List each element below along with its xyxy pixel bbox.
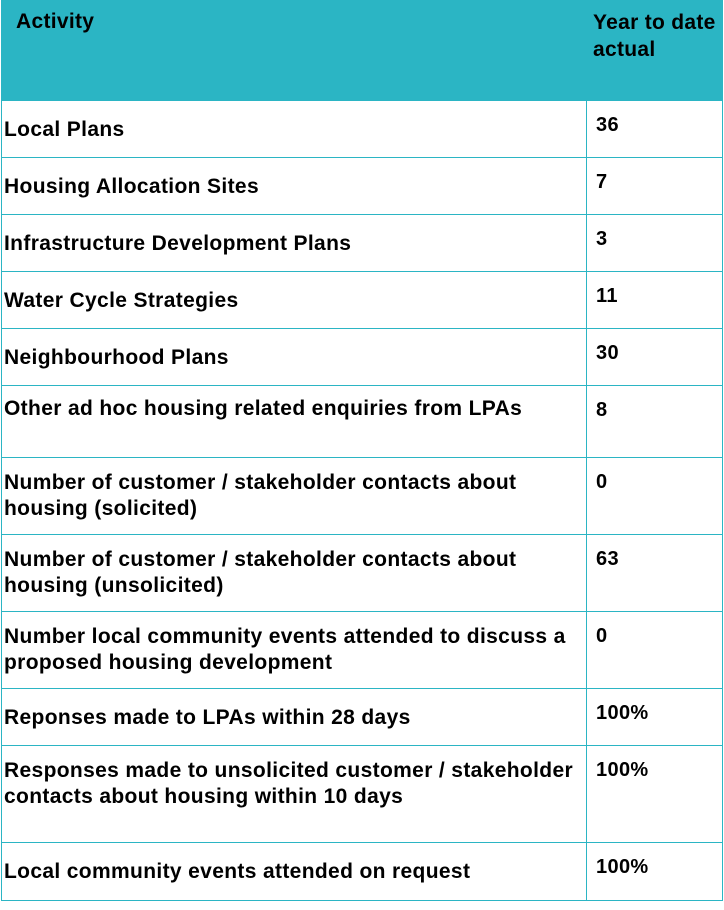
table-row xyxy=(2,272,723,329)
value-cell: 100% xyxy=(587,746,723,843)
value-cell: 8 xyxy=(587,386,723,458)
table-body xyxy=(2,101,723,901)
value-cell: 36 xyxy=(587,101,723,158)
value-cell: 0 xyxy=(587,458,723,535)
activity-cell: Water Cycle Strategies xyxy=(2,272,587,329)
table-row xyxy=(2,329,723,386)
activity-cell: Number local community events attended to discuss a proposed housing development xyxy=(2,612,587,689)
activity-cell: Infrastructure Development Plans xyxy=(2,215,587,272)
value-cell: 11 xyxy=(587,272,723,329)
activity-cell: Responses made to unsolicited customer / stakeholder contacts about housing within 10 days xyxy=(2,746,587,843)
value-cell: 63 xyxy=(587,535,723,612)
table-header xyxy=(2,1,723,101)
housing-activity-table xyxy=(1,0,723,901)
table-row xyxy=(2,612,723,689)
activity-cell: Reponses made to LPAs within 28 days xyxy=(2,689,587,746)
header-row xyxy=(2,1,723,101)
value-cell: 7 xyxy=(587,158,723,215)
activity-cell: Other ad hoc housing related enquiries from LPAs xyxy=(2,386,587,458)
table-row xyxy=(2,101,723,158)
activity-cell: Neighbourhood Plans xyxy=(2,329,587,386)
activity-cell: Number of customer / stakeholder contacts about housing (solicited) xyxy=(2,458,587,535)
table-row xyxy=(2,215,723,272)
activity-cell: Housing Allocation Sites xyxy=(2,158,587,215)
value-cell: 3 xyxy=(587,215,723,272)
table-row xyxy=(2,689,723,746)
header-year-to-date-actual: Year to date actual xyxy=(587,1,723,101)
table-row xyxy=(2,158,723,215)
table-row xyxy=(2,746,723,843)
value-cell: 0 xyxy=(587,612,723,689)
activity-cell: Number of customer / stakeholder contacts about housing (unsolicited) xyxy=(2,535,587,612)
table-row xyxy=(2,535,723,612)
value-cell: 100% xyxy=(587,843,723,901)
table-row xyxy=(2,843,723,901)
value-cell: 30 xyxy=(587,329,723,386)
table-row xyxy=(2,386,723,458)
activity-cell: Local Plans xyxy=(2,101,587,158)
value-cell: 100% xyxy=(587,689,723,746)
table-row xyxy=(2,458,723,535)
header-activity: Activity xyxy=(2,1,587,101)
activity-cell: Local community events attended on request xyxy=(2,843,587,901)
